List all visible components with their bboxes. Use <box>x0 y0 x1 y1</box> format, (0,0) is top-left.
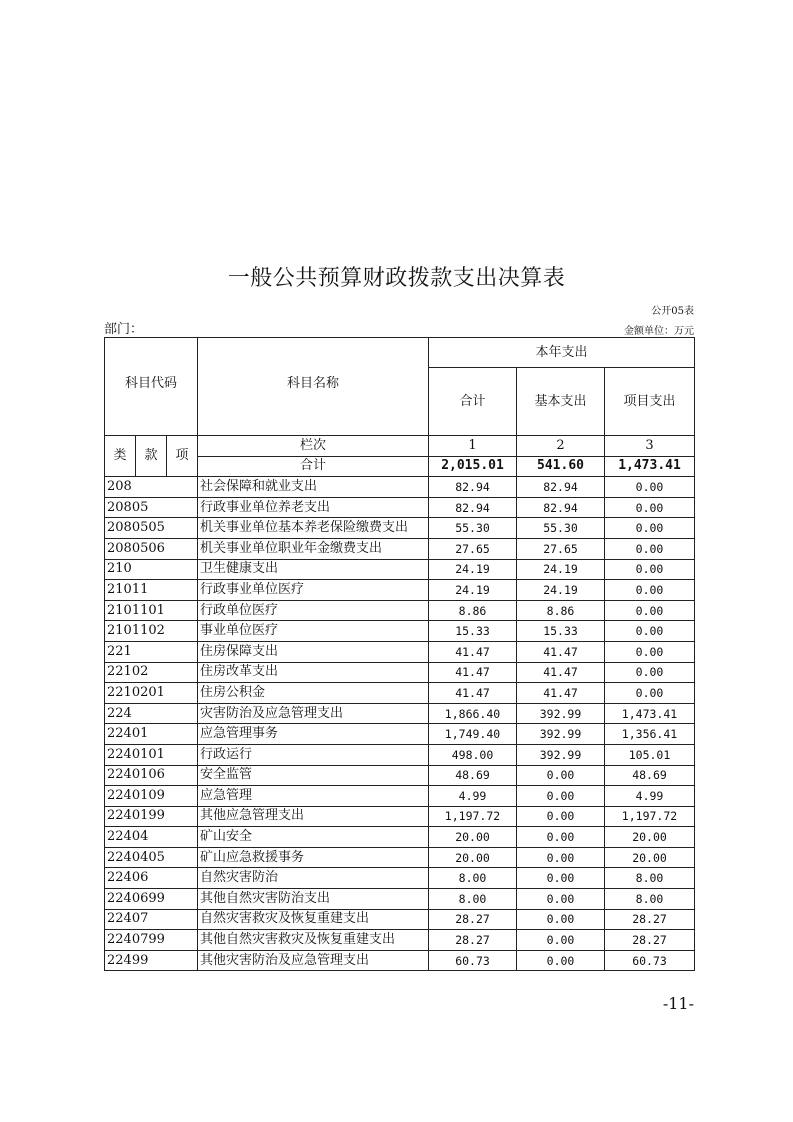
row-name: 行政运行 <box>198 744 429 765</box>
header-kuan: 款 <box>136 436 167 477</box>
row-total: 60.73 <box>429 950 517 971</box>
row-code: 21011 <box>105 580 198 601</box>
row-code: 22102 <box>105 662 198 683</box>
row-name: 机关事业单位基本养老保险缴费支出 <box>198 518 429 539</box>
table-row <box>105 765 695 786</box>
row-total: 24.19 <box>429 580 517 601</box>
table-row <box>105 621 695 642</box>
row-name: 机关事业单位职业年金缴费支出 <box>198 538 429 559</box>
row-project: 8.00 <box>605 889 695 910</box>
row-code: 2240405 <box>105 847 198 868</box>
page-title: 一般公共预算财政拨款支出决算表 <box>227 266 566 291</box>
row-total: 48.69 <box>429 765 517 786</box>
row-project: 60.73 <box>605 950 695 971</box>
header-year-expense: 本年支出 <box>429 338 695 368</box>
row-project: 28.27 <box>605 909 695 930</box>
row-total: 8.00 <box>429 868 517 889</box>
row-total: 27.65 <box>429 538 517 559</box>
column-number-label: 栏次 <box>198 436 429 457</box>
row-total: 82.94 <box>429 497 517 518</box>
row-basic: 41.47 <box>517 641 605 662</box>
row-code: 2101101 <box>105 600 198 621</box>
row-project: 0.00 <box>605 497 695 518</box>
row-basic: 0.00 <box>517 909 605 930</box>
row-total: 41.47 <box>429 662 517 683</box>
table-row <box>105 827 695 848</box>
row-basic: 0.00 <box>517 765 605 786</box>
row-code: 2240106 <box>105 765 198 786</box>
unit-label: 金额单位：万元 <box>624 326 694 337</box>
row-code: 2080506 <box>105 538 198 559</box>
row-total: 1,866.40 <box>429 703 517 724</box>
table-row <box>105 744 695 765</box>
row-total: 1,749.40 <box>429 724 517 745</box>
table-row <box>105 930 695 951</box>
sum-total: 2,015.01 <box>429 456 517 477</box>
row-name: 自然灾害防治 <box>198 868 429 889</box>
row-name: 社会保障和就业支出 <box>198 477 429 498</box>
row-name: 矿山安全 <box>198 827 429 848</box>
row-basic: 24.19 <box>517 559 605 580</box>
table-row <box>105 600 695 621</box>
header-xiang: 项 <box>167 436 198 477</box>
row-code: 2240101 <box>105 744 198 765</box>
row-total: 41.47 <box>429 683 517 704</box>
row-project: 8.00 <box>605 868 695 889</box>
header-lei: 类 <box>105 436 136 477</box>
table-row <box>105 806 695 827</box>
row-project: 48.69 <box>605 765 695 786</box>
row-basic: 15.33 <box>517 621 605 642</box>
row-project: 1,356.41 <box>605 724 695 745</box>
row-code: 22499 <box>105 950 198 971</box>
row-total: 8.86 <box>429 600 517 621</box>
table-row <box>105 580 695 601</box>
row-basic: 0.00 <box>517 786 605 807</box>
sum-label: 合计 <box>198 456 429 477</box>
header-project: 项目支出 <box>605 368 695 436</box>
row-code: 22407 <box>105 909 198 930</box>
row-project: 20.00 <box>605 847 695 868</box>
row-name: 住房保障支出 <box>198 641 429 662</box>
table-row <box>105 683 695 704</box>
row-project: 1,473.41 <box>605 703 695 724</box>
row-code: 22406 <box>105 868 198 889</box>
column-number-2: 2 <box>517 436 605 457</box>
row-project: 0.00 <box>605 621 695 642</box>
row-name: 应急管理 <box>198 786 429 807</box>
header-basic: 基本支出 <box>517 368 605 436</box>
row-name: 其他应急管理支出 <box>198 806 429 827</box>
row-name: 行政事业单位养老支出 <box>198 497 429 518</box>
row-code: 22401 <box>105 724 198 745</box>
row-code: 210 <box>105 559 198 580</box>
row-name: 住房改革支出 <box>198 662 429 683</box>
table-row <box>105 868 695 889</box>
row-total: 28.27 <box>429 930 517 951</box>
table-row <box>105 724 695 745</box>
column-number-row <box>105 436 695 457</box>
row-basic: 82.94 <box>517 477 605 498</box>
row-code: 224 <box>105 703 198 724</box>
table-row <box>105 786 695 807</box>
header-row <box>105 338 695 368</box>
row-project: 20.00 <box>605 827 695 848</box>
table-row <box>105 559 695 580</box>
row-code: 22404 <box>105 827 198 848</box>
row-name: 事业单位医疗 <box>198 621 429 642</box>
row-name: 行政事业单位医疗 <box>198 580 429 601</box>
table-row <box>105 477 695 498</box>
row-project: 0.00 <box>605 518 695 539</box>
row-code: 2210201 <box>105 683 198 704</box>
row-code: 2240109 <box>105 786 198 807</box>
row-code: 2080505 <box>105 518 198 539</box>
column-number-1: 1 <box>429 436 517 457</box>
row-name: 矿山应急救援事务 <box>198 847 429 868</box>
row-name: 行政单位医疗 <box>198 600 429 621</box>
row-project: 105.01 <box>605 744 695 765</box>
row-code: 20805 <box>105 497 198 518</box>
row-project: 0.00 <box>605 580 695 601</box>
table-row <box>105 889 695 910</box>
row-name: 其他自然灾害防治支出 <box>198 889 429 910</box>
row-basic: 41.47 <box>517 662 605 683</box>
row-project: 4.99 <box>605 786 695 807</box>
row-total: 41.47 <box>429 641 517 662</box>
row-basic: 0.00 <box>517 806 605 827</box>
row-code: 2101102 <box>105 621 198 642</box>
row-total: 8.00 <box>429 889 517 910</box>
row-total: 24.19 <box>429 559 517 580</box>
row-name: 卫生健康支出 <box>198 559 429 580</box>
row-code: 221 <box>105 641 198 662</box>
sum-basic: 541.60 <box>517 456 605 477</box>
row-basic: 24.19 <box>517 580 605 601</box>
row-basic: 27.65 <box>517 538 605 559</box>
row-basic: 0.00 <box>517 847 605 868</box>
table-row <box>105 909 695 930</box>
row-total: 4.99 <box>429 786 517 807</box>
row-name: 其他灾害防治及应急管理支出 <box>198 950 429 971</box>
row-total: 20.00 <box>429 827 517 848</box>
row-basic: 8.86 <box>517 600 605 621</box>
row-total: 1,197.72 <box>429 806 517 827</box>
row-code: 208 <box>105 477 198 498</box>
row-name: 灾害防治及应急管理支出 <box>198 703 429 724</box>
department-label: 部门： <box>104 322 144 337</box>
row-project: 0.00 <box>605 477 695 498</box>
header-total: 合计 <box>429 368 517 436</box>
row-project: 0.00 <box>605 641 695 662</box>
header-name: 科目名称 <box>198 338 429 436</box>
row-project: 1,197.72 <box>605 806 695 827</box>
table-row <box>105 662 695 683</box>
row-total: 20.00 <box>429 847 517 868</box>
row-name: 其他自然灾害救灾及恢复重建支出 <box>198 930 429 951</box>
row-basic: 0.00 <box>517 889 605 910</box>
row-name: 安全监管 <box>198 765 429 786</box>
row-basic: 0.00 <box>517 950 605 971</box>
row-name: 自然灾害救灾及恢复重建支出 <box>198 909 429 930</box>
table-row <box>105 950 695 971</box>
row-name: 应急管理事务 <box>198 724 429 745</box>
row-basic: 0.00 <box>517 868 605 889</box>
row-project: 0.00 <box>605 559 695 580</box>
table-row <box>105 538 695 559</box>
row-total: 82.94 <box>429 477 517 498</box>
row-basic: 41.47 <box>517 683 605 704</box>
table-row <box>105 703 695 724</box>
header-code: 科目代码 <box>105 338 198 436</box>
row-basic: 0.00 <box>517 827 605 848</box>
row-total: 15.33 <box>429 621 517 642</box>
column-number-3: 3 <box>605 436 695 457</box>
row-basic: 0.00 <box>517 930 605 951</box>
form-number: 公开05表 <box>651 306 694 317</box>
row-project: 0.00 <box>605 600 695 621</box>
row-project: 0.00 <box>605 538 695 559</box>
row-total: 498.00 <box>429 744 517 765</box>
row-basic: 392.99 <box>517 744 605 765</box>
row-basic: 55.30 <box>517 518 605 539</box>
row-code: 2240699 <box>105 889 198 910</box>
table-row <box>105 497 695 518</box>
row-total: 28.27 <box>429 909 517 930</box>
row-project: 28.27 <box>605 930 695 951</box>
expenditure-table <box>104 337 695 971</box>
row-name: 住房公积金 <box>198 683 429 704</box>
row-basic: 82.94 <box>517 497 605 518</box>
row-total: 55.30 <box>429 518 517 539</box>
table-row <box>105 847 695 868</box>
row-code: 2240799 <box>105 930 198 951</box>
row-code: 2240199 <box>105 806 198 827</box>
sum-project: 1,473.41 <box>605 456 695 477</box>
table-row <box>105 641 695 662</box>
row-project: 0.00 <box>605 683 695 704</box>
row-basic: 392.99 <box>517 703 605 724</box>
row-project: 0.00 <box>605 662 695 683</box>
page-number: -11- <box>662 994 694 1013</box>
row-basic: 392.99 <box>517 724 605 745</box>
table-row <box>105 518 695 539</box>
